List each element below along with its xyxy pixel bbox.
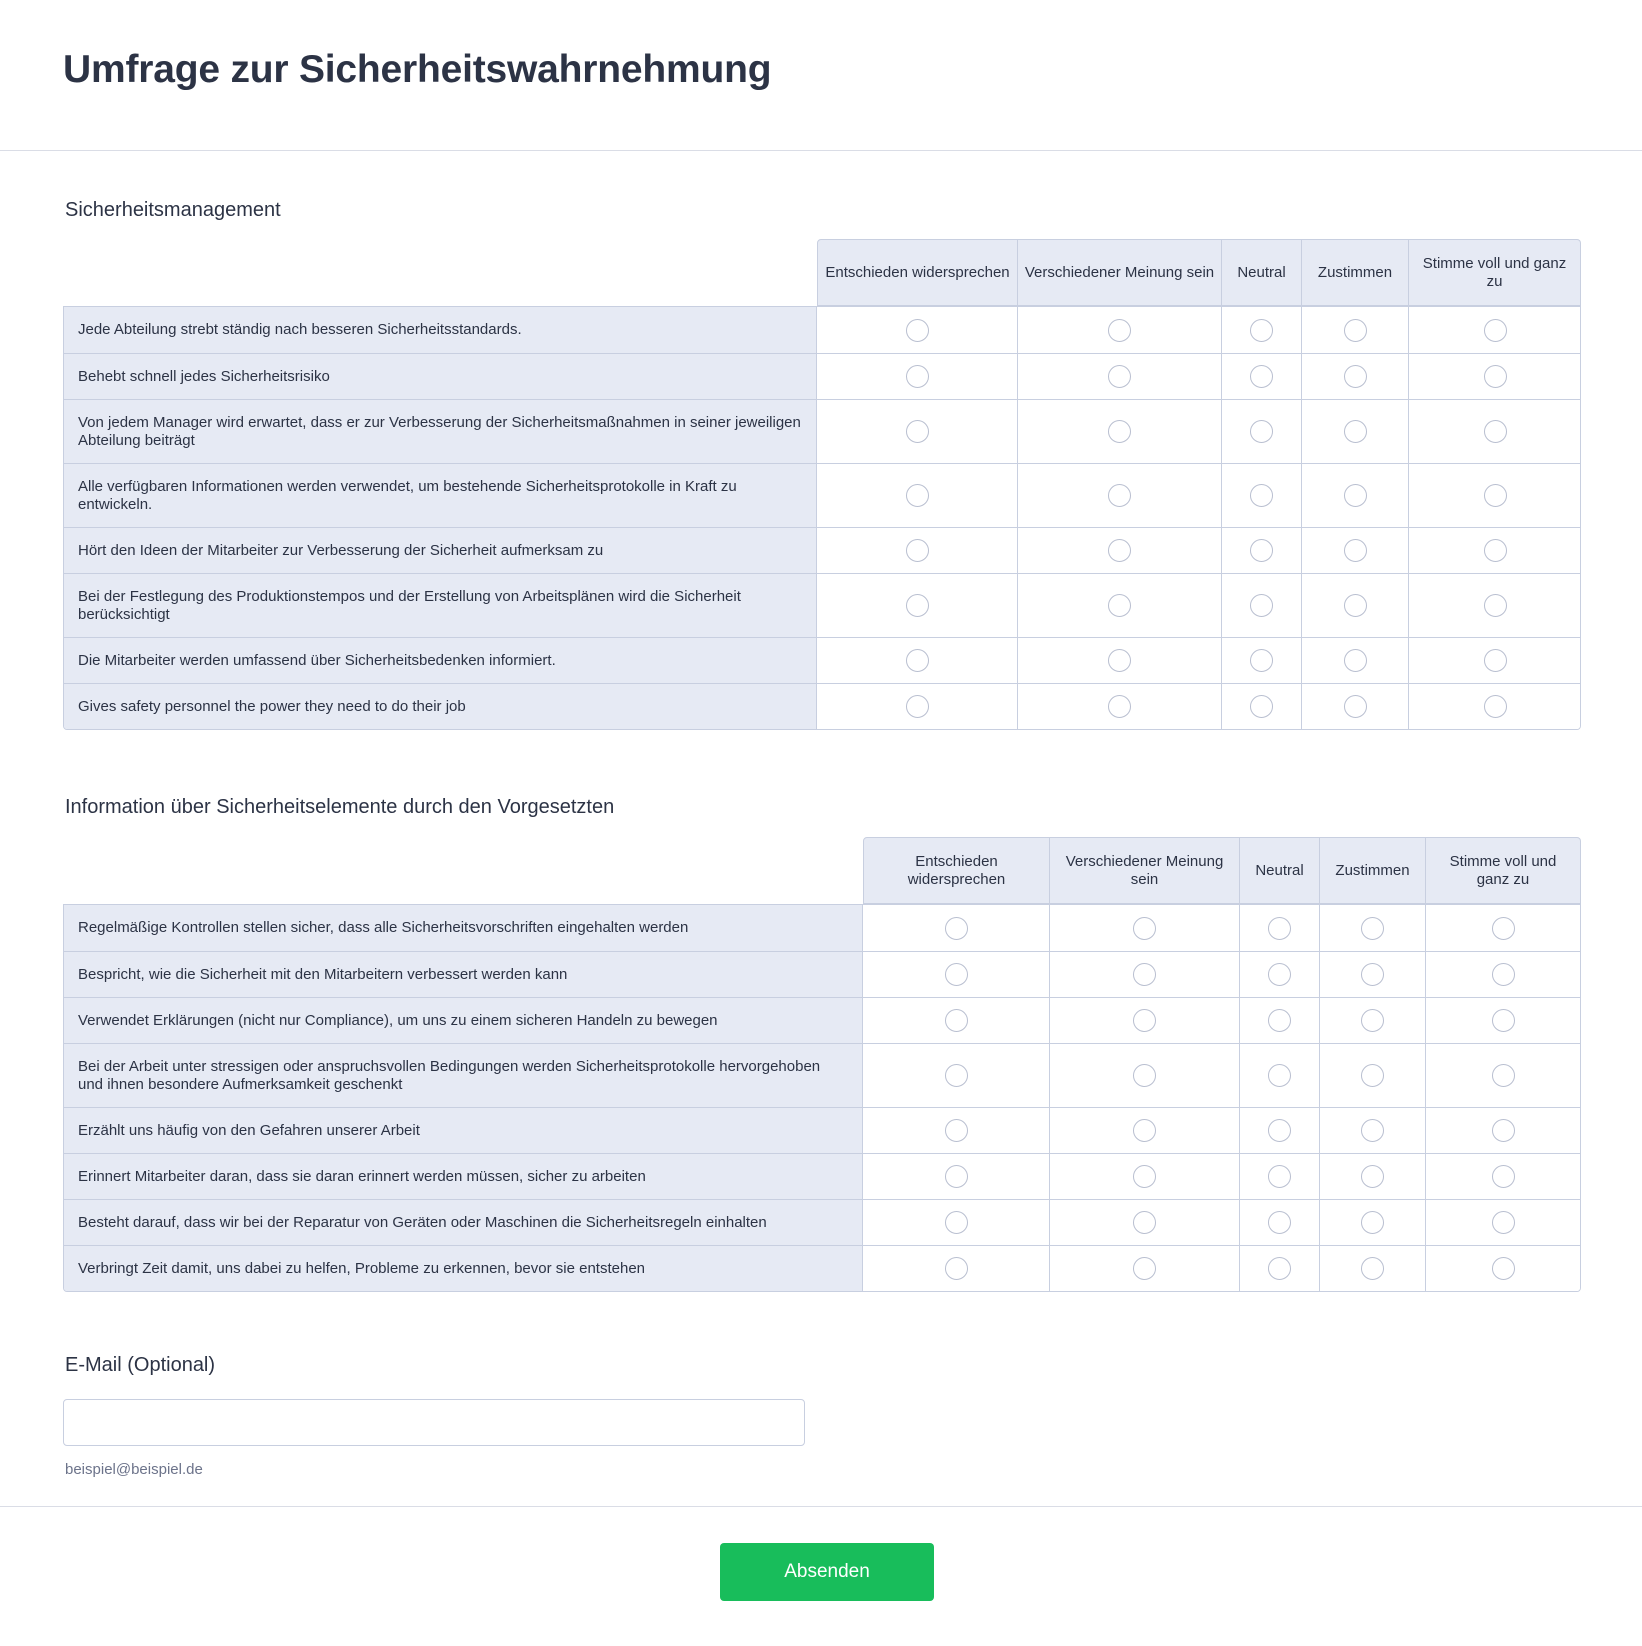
radio-entschieden-widersprechen[interactable]: [906, 365, 929, 388]
radio-zustimmen[interactable]: [1344, 539, 1367, 562]
matrix-cell: [863, 1154, 1050, 1199]
matrix-cell: [1302, 528, 1409, 573]
matrix-cell: [1302, 574, 1409, 637]
radio-stimme-voll-und-ganz-zu[interactable]: [1492, 963, 1515, 986]
row-label: Die Mitarbeiter werden umfassend über Sicherheitsbedenken informiert.: [64, 638, 817, 683]
matrix-body: [63, 904, 1581, 1292]
email-hint: beispiel@beispiel.de: [65, 1461, 203, 1478]
radio-zustimmen[interactable]: [1344, 695, 1367, 718]
radio-stimme-voll-und-ganz-zu[interactable]: [1484, 539, 1507, 562]
radio-entschieden-widersprechen[interactable]: [906, 539, 929, 562]
matrix-cell: [1320, 1246, 1426, 1291]
matrix-cell: [1050, 1108, 1240, 1153]
matrix-cell: [1426, 1154, 1581, 1199]
row-label: Gives safety personnel the power they need to do their job: [64, 684, 817, 729]
matrix-cell: [863, 1200, 1050, 1245]
section-title: Sicherheitsmanagement: [65, 199, 281, 221]
column-header-entschieden-widersprechen: Entschieden widersprechen: [863, 837, 1050, 904]
radio-entschieden-widersprechen[interactable]: [945, 1211, 968, 1234]
email-field[interactable]: [63, 1399, 805, 1446]
matrix-cell: [1302, 400, 1409, 463]
radio-neutral[interactable]: [1268, 1064, 1291, 1087]
matrix-cell: [1320, 1200, 1426, 1245]
radio-stimme-voll-und-ganz-zu[interactable]: [1492, 1257, 1515, 1280]
email-label: E-Mail (Optional): [65, 1354, 216, 1376]
radio-entschieden-widersprechen[interactable]: [906, 649, 929, 672]
matrix-cell: [1240, 1246, 1320, 1291]
row-label: Erinnert Mitarbeiter daran, dass sie daran erinnert werden müssen, sicher zu arbeiten: [64, 1154, 863, 1199]
column-header-stimme-voll-und-ganz-zu: Stimme voll und ganz zu: [1409, 239, 1581, 306]
radio-stimme-voll-und-ganz-zu[interactable]: [1492, 1119, 1515, 1142]
matrix-cell: [1018, 400, 1222, 463]
matrix-body: [63, 306, 1581, 730]
radio-verschiedener-meinung-sein[interactable]: [1108, 365, 1131, 388]
matrix-cell: [863, 952, 1050, 997]
matrix-cell: [817, 464, 1018, 527]
matrix-cell: [817, 574, 1018, 637]
radio-verschiedener-meinung-sein[interactable]: [1108, 319, 1131, 342]
matrix-cell: [863, 1246, 1050, 1291]
radio-verschiedener-meinung-sein[interactable]: [1133, 917, 1156, 940]
radio-stimme-voll-und-ganz-zu[interactable]: [1492, 1009, 1515, 1032]
footer-divider: [0, 1506, 1642, 1507]
matrix-cell: [1222, 354, 1302, 399]
matrix-cell: [1240, 952, 1320, 997]
matrix-cell: [1302, 638, 1409, 683]
row-label: Bei der Arbeit unter stressigen oder anspruchsvollen Bedingungen werden Sicherheitsprotokolle hervorgehoben und ihnen besondere Aufmerksamkeit geschenkt: [64, 1044, 863, 1107]
matrix-cell: [1240, 1108, 1320, 1153]
radio-zustimmen[interactable]: [1361, 1211, 1384, 1234]
radio-verschiedener-meinung-sein[interactable]: [1133, 963, 1156, 986]
matrix-cell: [1240, 1154, 1320, 1199]
radio-entschieden-widersprechen[interactable]: [906, 695, 929, 718]
table-row: [64, 573, 1580, 637]
radio-verschiedener-meinung-sein[interactable]: [1133, 1064, 1156, 1087]
column-header-zustimmen: Zustimmen: [1302, 239, 1409, 306]
row-label: Behebt schnell jedes Sicherheitsrisiko: [64, 354, 817, 399]
radio-neutral[interactable]: [1250, 365, 1273, 388]
column-header-entschieden-widersprechen: Entschieden widersprechen: [817, 239, 1018, 306]
matrix-cell: [1302, 354, 1409, 399]
row-label: Regelmäßige Kontrollen stellen sicher, dass alle Sicherheitsvorschriften eingehalten werden: [64, 905, 863, 951]
table-row: [64, 463, 1580, 527]
matrix-cell: [1222, 684, 1302, 729]
radio-stimme-voll-und-ganz-zu[interactable]: [1492, 1211, 1515, 1234]
matrix-cell: [1426, 905, 1581, 951]
matrix-cell: [1426, 1044, 1581, 1107]
matrix-header-row: [63, 837, 1581, 904]
radio-stimme-voll-und-ganz-zu[interactable]: [1492, 1165, 1515, 1188]
radio-stimme-voll-und-ganz-zu[interactable]: [1484, 695, 1507, 718]
radio-zustimmen[interactable]: [1361, 963, 1384, 986]
submit-button[interactable]: Absenden: [720, 1543, 934, 1601]
matrix-cell: [1018, 354, 1222, 399]
radio-neutral[interactable]: [1268, 1257, 1291, 1280]
table-row: [64, 997, 1580, 1043]
matrix-header-spacer: [63, 837, 863, 904]
matrix-cell: [1302, 464, 1409, 527]
radio-neutral[interactable]: [1250, 319, 1273, 342]
matrix-cell: [817, 307, 1018, 353]
radio-entschieden-widersprechen[interactable]: [906, 594, 929, 617]
matrix-cell: [1018, 464, 1222, 527]
matrix-cell: [1409, 574, 1581, 637]
radio-verschiedener-meinung-sein[interactable]: [1133, 1257, 1156, 1280]
matrix-cell: [1222, 528, 1302, 573]
matrix-cell: [1409, 307, 1581, 353]
column-header-zustimmen: Zustimmen: [1320, 837, 1426, 904]
radio-verschiedener-meinung-sein[interactable]: [1133, 1119, 1156, 1142]
radio-neutral[interactable]: [1268, 1165, 1291, 1188]
matrix-cell: [1426, 998, 1581, 1043]
matrix-cell: [817, 684, 1018, 729]
row-label: Besteht darauf, dass wir bei der Reparatur von Geräten oder Maschinen die Sicherheitsregeln einhalten: [64, 1200, 863, 1245]
matrix-table: [63, 239, 1581, 730]
matrix-cell: [1240, 1044, 1320, 1107]
radio-verschiedener-meinung-sein[interactable]: [1133, 1165, 1156, 1188]
row-label: Hört den Ideen der Mitarbeiter zur Verbesserung der Sicherheit aufmerksam zu: [64, 528, 817, 573]
radio-zustimmen[interactable]: [1361, 1165, 1384, 1188]
radio-entschieden-widersprechen[interactable]: [945, 1009, 968, 1032]
matrix-cell: [1050, 1200, 1240, 1245]
radio-neutral[interactable]: [1250, 649, 1273, 672]
radio-neutral[interactable]: [1268, 963, 1291, 986]
radio-verschiedener-meinung-sein[interactable]: [1108, 539, 1131, 562]
table-row: [64, 1199, 1580, 1245]
table-row: [64, 637, 1580, 683]
radio-verschiedener-meinung-sein[interactable]: [1133, 1211, 1156, 1234]
matrix-cell: [863, 905, 1050, 951]
radio-neutral[interactable]: [1250, 539, 1273, 562]
radio-zustimmen[interactable]: [1344, 365, 1367, 388]
radio-zustimmen[interactable]: [1344, 484, 1367, 507]
row-label: Verwendet Erklärungen (nicht nur Compliance), um uns zu einem sicheren Handeln zu bewegen: [64, 998, 863, 1043]
column-header-neutral: Neutral: [1240, 837, 1320, 904]
matrix-header-spacer: [63, 239, 817, 306]
matrix-cell: [1050, 1246, 1240, 1291]
matrix-cell: [1018, 528, 1222, 573]
matrix-cell: [1409, 528, 1581, 573]
table-row: [64, 905, 1580, 951]
matrix-cell: [817, 528, 1018, 573]
radio-entschieden-widersprechen[interactable]: [906, 319, 929, 342]
matrix-cell: [1050, 952, 1240, 997]
radio-entschieden-widersprechen[interactable]: [945, 1165, 968, 1188]
radio-neutral[interactable]: [1268, 1119, 1291, 1142]
matrix-cell: [863, 1108, 1050, 1153]
matrix-cell: [1240, 998, 1320, 1043]
row-label: Jede Abteilung strebt ständig nach besseren Sicherheitsstandards.: [64, 307, 817, 353]
table-row: [64, 1107, 1580, 1153]
matrix-cell: [1050, 1044, 1240, 1107]
radio-zustimmen[interactable]: [1361, 1257, 1384, 1280]
matrix-cell: [1018, 307, 1222, 353]
radio-entschieden-widersprechen[interactable]: [945, 917, 968, 940]
matrix-cell: [1320, 1154, 1426, 1199]
matrix-cell: [1302, 307, 1409, 353]
matrix-cell: [863, 1044, 1050, 1107]
radio-entschieden-widersprechen[interactable]: [945, 1119, 968, 1142]
matrix-header-row: [63, 239, 1581, 306]
table-row: [64, 683, 1580, 729]
radio-neutral[interactable]: [1250, 484, 1273, 507]
row-label: Verbringt Zeit damit, uns dabei zu helfen, Probleme zu erkennen, bevor sie entstehen: [64, 1246, 863, 1291]
radio-verschiedener-meinung-sein[interactable]: [1133, 1009, 1156, 1032]
matrix-cell: [1320, 1108, 1426, 1153]
column-header-verschiedener-meinung-sein: Verschiedener Meinung sein: [1050, 837, 1240, 904]
matrix-cell: [817, 354, 1018, 399]
table-row: [64, 1245, 1580, 1291]
table-row: [64, 307, 1580, 353]
matrix-cell: [1050, 998, 1240, 1043]
matrix-cell: [1426, 1108, 1581, 1153]
row-label: Bei der Festlegung des Produktionstempos und der Erstellung von Arbeitsplänen wird die Sicherheit berücksichtigt: [64, 574, 817, 637]
matrix-cell: [1302, 684, 1409, 729]
matrix-cell: [1222, 464, 1302, 527]
table-row: [64, 399, 1580, 463]
table-row: [64, 527, 1580, 573]
radio-verschiedener-meinung-sein[interactable]: [1108, 420, 1131, 443]
radio-zustimmen[interactable]: [1344, 420, 1367, 443]
row-label: Alle verfügbaren Informationen werden verwendet, um bestehende Sicherheitsprotokolle in Kraft zu entwickeln.: [64, 464, 817, 527]
matrix-cell: [1426, 1246, 1581, 1291]
matrix-cell: [1320, 998, 1426, 1043]
matrix-cell: [1240, 1200, 1320, 1245]
table-row: [64, 1043, 1580, 1107]
matrix-cell: [863, 998, 1050, 1043]
radio-entschieden-widersprechen[interactable]: [906, 420, 929, 443]
radio-verschiedener-meinung-sein[interactable]: [1108, 484, 1131, 507]
matrix-cell: [817, 638, 1018, 683]
radio-zustimmen[interactable]: [1361, 917, 1384, 940]
radio-stimme-voll-und-ganz-zu[interactable]: [1492, 1064, 1515, 1087]
matrix-cell: [1018, 638, 1222, 683]
matrix-cell: [1409, 464, 1581, 527]
radio-stimme-voll-und-ganz-zu[interactable]: [1492, 917, 1515, 940]
row-label: Erzählt uns häufig von den Gefahren unserer Arbeit: [64, 1108, 863, 1153]
radio-stimme-voll-und-ganz-zu[interactable]: [1484, 365, 1507, 388]
matrix-cell: [1409, 354, 1581, 399]
table-row: [64, 951, 1580, 997]
radio-entschieden-widersprechen[interactable]: [945, 1064, 968, 1087]
table-row: [64, 353, 1580, 399]
matrix-cell: [1409, 400, 1581, 463]
section-title: Information über Sicherheitselemente durch den Vorgesetzten: [65, 796, 615, 818]
matrix-cell: [1426, 952, 1581, 997]
matrix-cell: [1222, 307, 1302, 353]
matrix-cell: [1222, 574, 1302, 637]
radio-stimme-voll-und-ganz-zu[interactable]: [1484, 484, 1507, 507]
radio-verschiedener-meinung-sein[interactable]: [1108, 649, 1131, 672]
column-header-stimme-voll-und-ganz-zu: Stimme voll und ganz zu: [1426, 837, 1581, 904]
page-title: Umfrage zur Sicherheitswahrnehmung: [63, 48, 772, 91]
matrix-cell: [1050, 1154, 1240, 1199]
radio-entschieden-widersprechen[interactable]: [945, 963, 968, 986]
matrix-cell: [1320, 952, 1426, 997]
matrix-cell: [1320, 905, 1426, 951]
matrix-cell: [1050, 905, 1240, 951]
radio-entschieden-widersprechen[interactable]: [906, 484, 929, 507]
radio-neutral[interactable]: [1268, 1211, 1291, 1234]
matrix-cell: [1409, 638, 1581, 683]
radio-verschiedener-meinung-sein[interactable]: [1108, 594, 1131, 617]
matrix-cell: [1018, 574, 1222, 637]
radio-zustimmen[interactable]: [1344, 594, 1367, 617]
column-header-neutral: Neutral: [1222, 239, 1302, 306]
radio-neutral[interactable]: [1250, 594, 1273, 617]
form-header: [0, 0, 1642, 151]
matrix-cell: [817, 400, 1018, 463]
radio-zustimmen[interactable]: [1361, 1064, 1384, 1087]
matrix-cell: [1426, 1200, 1581, 1245]
radio-zustimmen[interactable]: [1344, 649, 1367, 672]
radio-zustimmen[interactable]: [1361, 1119, 1384, 1142]
matrix-cell: [1018, 684, 1222, 729]
matrix-cell: [1222, 638, 1302, 683]
row-label: Von jedem Manager wird erwartet, dass er zur Verbesserung der Sicherheitsmaßnahmen in seiner jeweiligen Abteilung beiträgt: [64, 400, 817, 463]
radio-entschieden-widersprechen[interactable]: [945, 1257, 968, 1280]
matrix-cell: [1320, 1044, 1426, 1107]
row-label: Bespricht, wie die Sicherheit mit den Mitarbeitern verbessert werden kann: [64, 952, 863, 997]
radio-stimme-voll-und-ganz-zu[interactable]: [1484, 594, 1507, 617]
matrix-cell: [1222, 400, 1302, 463]
column-header-verschiedener-meinung-sein: Verschiedener Meinung sein: [1018, 239, 1222, 306]
radio-neutral[interactable]: [1268, 1009, 1291, 1032]
radio-zustimmen[interactable]: [1344, 319, 1367, 342]
table-row: [64, 1153, 1580, 1199]
radio-stimme-voll-und-ganz-zu[interactable]: [1484, 319, 1507, 342]
radio-zustimmen[interactable]: [1361, 1009, 1384, 1032]
radio-neutral[interactable]: [1250, 695, 1273, 718]
matrix-cell: [1240, 905, 1320, 951]
radio-neutral[interactable]: [1268, 917, 1291, 940]
radio-stimme-voll-und-ganz-zu[interactable]: [1484, 420, 1507, 443]
matrix-table: [63, 837, 1581, 1292]
radio-stimme-voll-und-ganz-zu[interactable]: [1484, 649, 1507, 672]
radio-neutral[interactable]: [1250, 420, 1273, 443]
radio-verschiedener-meinung-sein[interactable]: [1108, 695, 1131, 718]
matrix-cell: [1409, 684, 1581, 729]
